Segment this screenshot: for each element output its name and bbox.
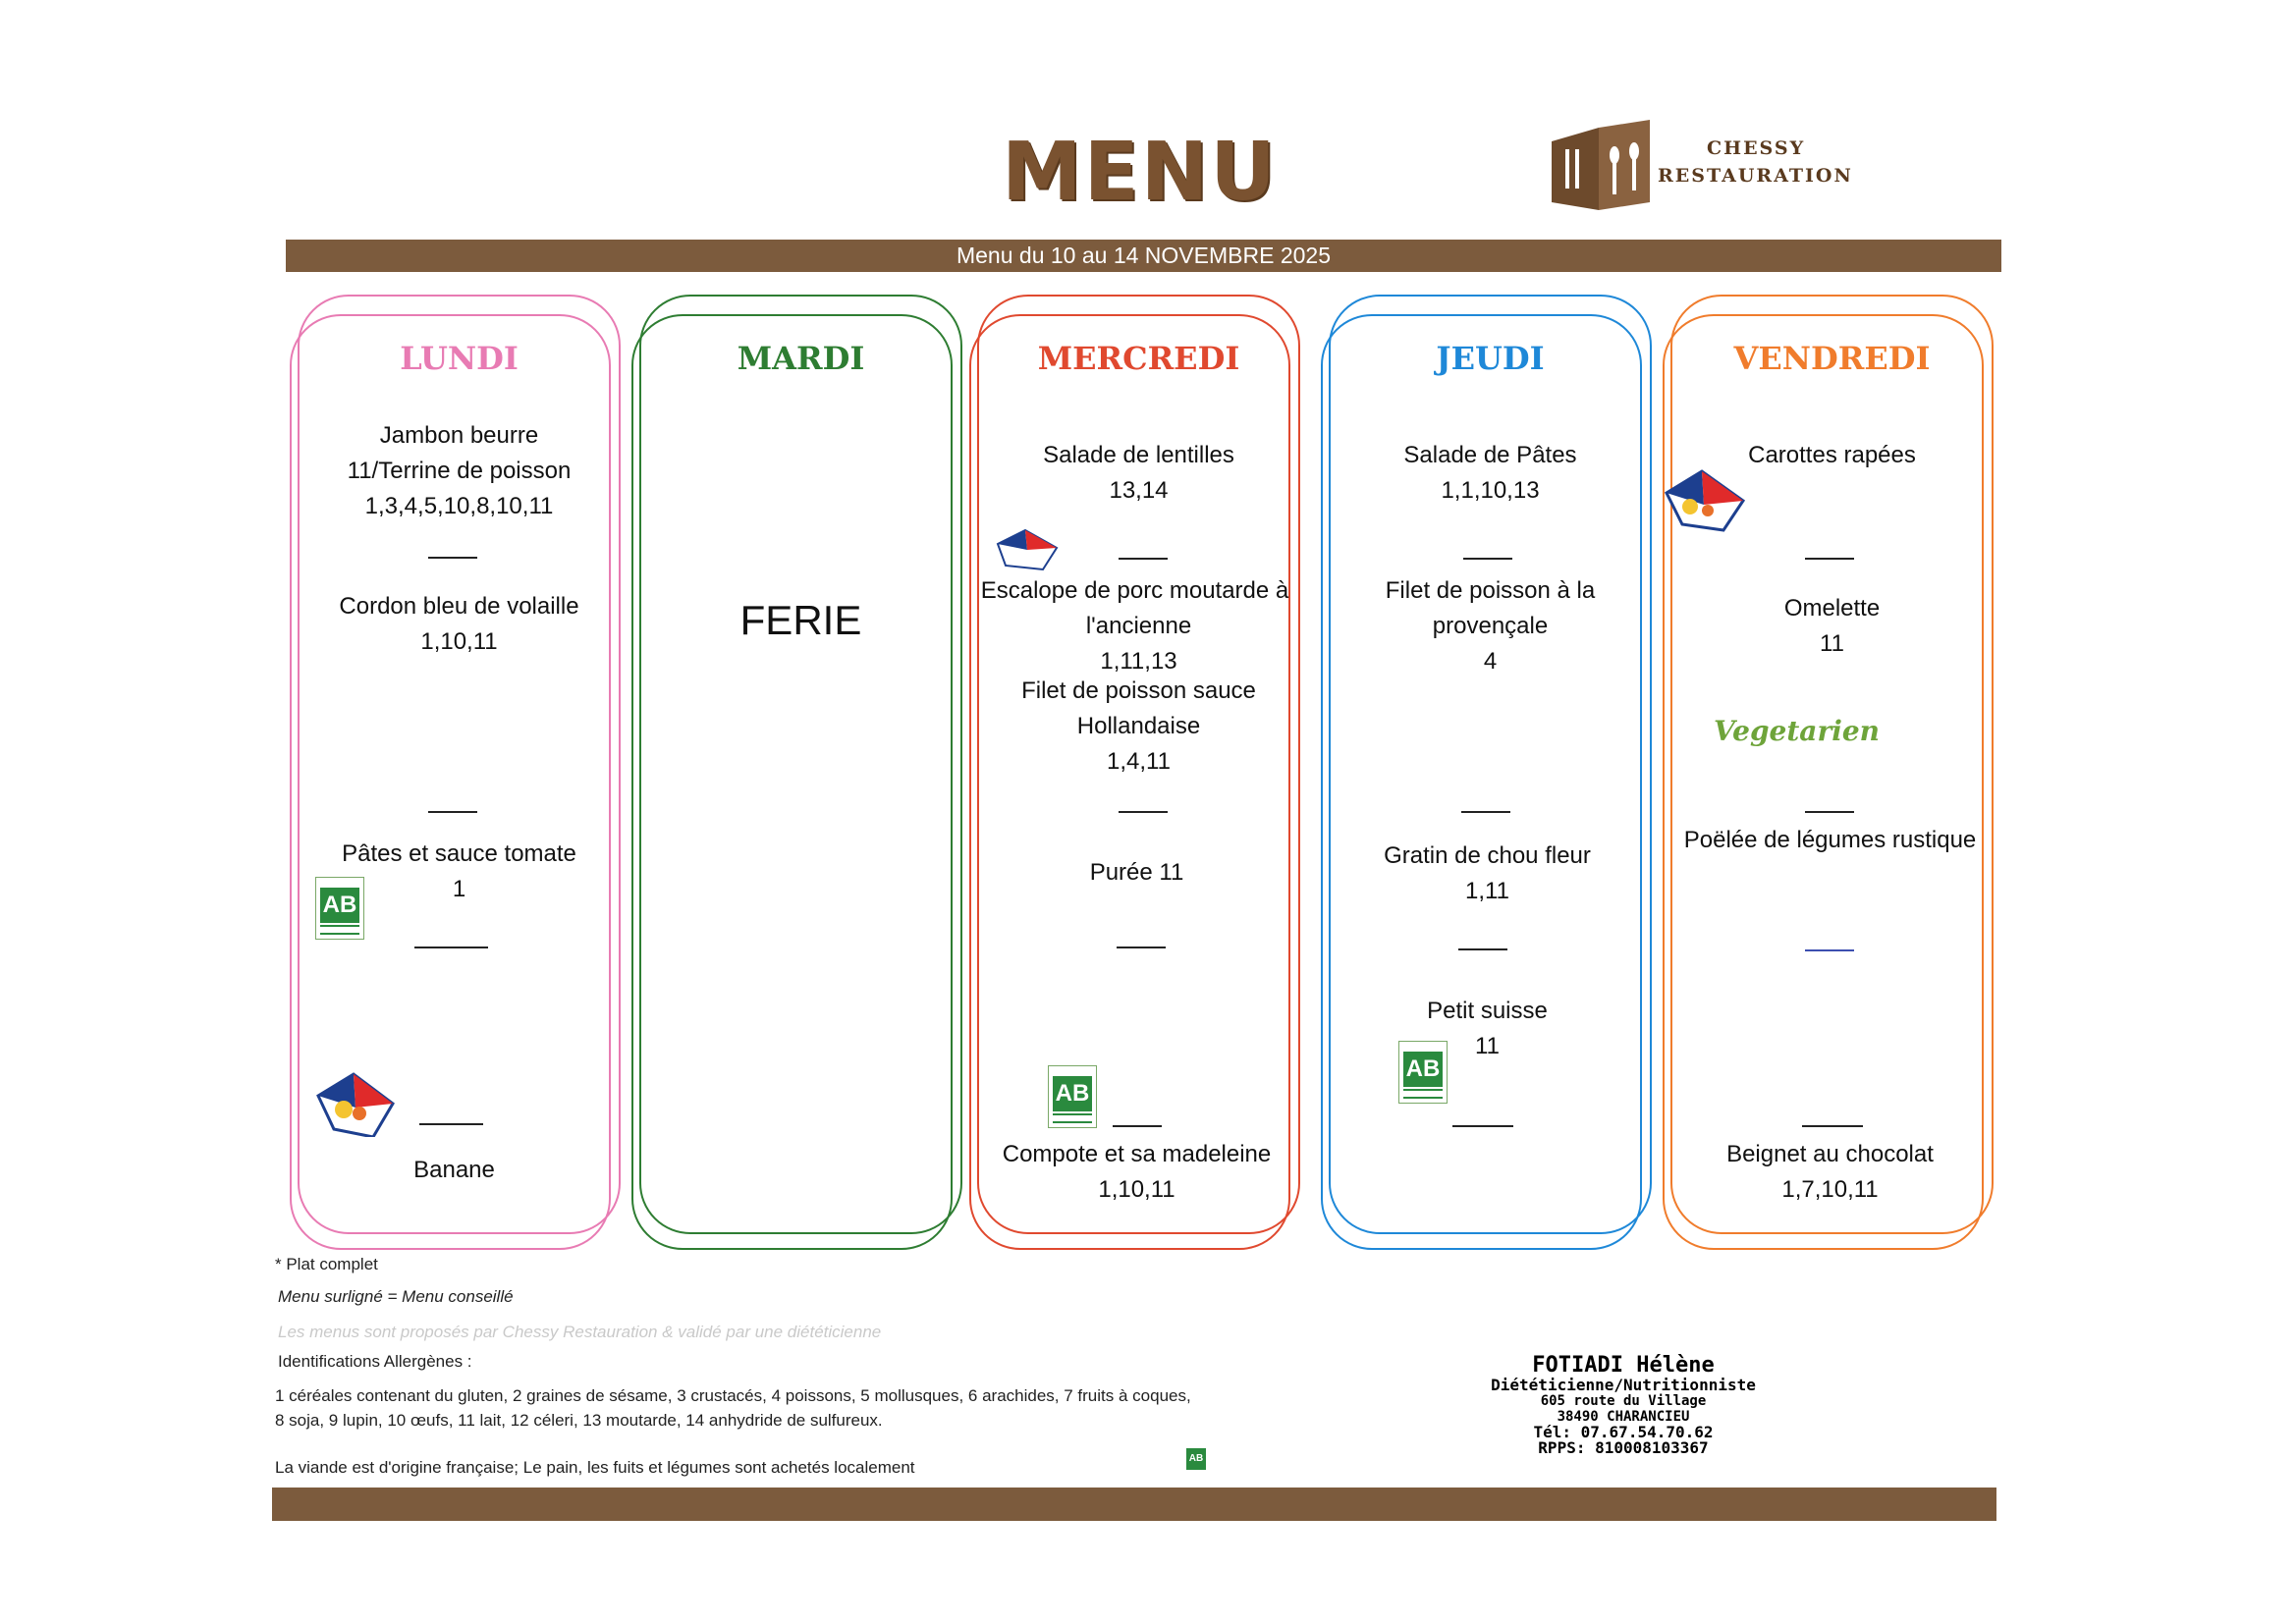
dietitian-address: 605 route du Village: [1540, 1393, 1707, 1409]
viandes-de-france-logo: [996, 526, 1061, 571]
page-title: MENU: [1002, 126, 1278, 219]
allergens: 1,10,11: [420, 628, 498, 655]
logo-text-chessy: CHESSY: [1707, 137, 1806, 159]
week-band: Menu du 10 au 14 NOVEMBRE 2025: [286, 240, 2001, 272]
ab-bio-logo: AB: [1398, 1041, 1448, 1104]
menu-item: Salade de Pâtes: [1403, 442, 1577, 468]
allergens-title: Identifications Allergènes :: [278, 1352, 472, 1371]
separator: [1113, 1125, 1162, 1127]
separator: [1119, 811, 1168, 813]
column-mercredi: [977, 295, 1300, 1234]
menu-item: Beignet au chocolat: [1726, 1141, 1934, 1167]
day-mardi: MARDI: [737, 340, 865, 377]
allergens: 1,3,4,5,10,8,10,11: [364, 493, 554, 519]
dietitian-stamp: [1461, 1353, 1785, 1456]
menu-item: provençale: [1432, 613, 1549, 639]
menu-item: Salade de lentilles: [1043, 442, 1234, 468]
allergens: 1,10,11: [1098, 1176, 1175, 1203]
day-jeudi: JEUDI: [1436, 340, 1545, 377]
dietitian-role: Diététicienne/Nutritionniste: [1491, 1376, 1756, 1394]
separator: [1805, 949, 1854, 951]
menu-item: Escalope de porc moutarde à: [980, 577, 1289, 604]
separator: [414, 947, 488, 948]
fruits-legumes-de-france-logo: [314, 1068, 403, 1137]
menu-item: Hollandaise: [1076, 713, 1201, 739]
separator: [1802, 1125, 1863, 1127]
menu-item: Jambon beurre: [379, 422, 539, 449]
separator: [1452, 1125, 1513, 1127]
separator: [1461, 811, 1510, 813]
separator: [1117, 947, 1166, 948]
ferie-label: FERIE: [739, 597, 862, 643]
allergens: 1,1,10,13: [1441, 477, 1540, 504]
ab-bio-logo: AB: [315, 877, 364, 940]
allergens: 13,14: [1109, 477, 1169, 504]
day-lundi: LUNDI: [400, 340, 519, 377]
column-mardi: [639, 295, 962, 1234]
allergens-list: 8 soja, 9 lupin, 10 œufs, 11 lait, 12 céleri, 13 moutarde, 14 anhydride de sulfureux.: [275, 1411, 883, 1430]
menu-item: Petit suisse: [1427, 998, 1548, 1024]
separator: [1463, 558, 1512, 560]
menu-item: Compote et sa madeleine: [1002, 1141, 1272, 1167]
allergens: 1,7,10,11: [1781, 1176, 1879, 1203]
menu-item: Omelette: [1783, 595, 1881, 622]
allergens: 1,11: [1465, 878, 1509, 904]
menu-item: Banane: [413, 1157, 495, 1183]
dietitian-city: 38490 CHARANCIEU: [1557, 1409, 1690, 1425]
plat-complet-note: * Plat complet: [275, 1255, 378, 1273]
separator: [428, 811, 477, 813]
allergens: 1,11,13: [1100, 648, 1177, 675]
menu-item: Pâtes et sauce tomate: [342, 840, 576, 867]
separator: [419, 1123, 483, 1125]
footer-band: [272, 1488, 1996, 1521]
dietitian-name: FOTIADI Hélène: [1532, 1353, 1715, 1378]
menu-surligne-note: Menu surligné = Menu conseillé: [278, 1287, 514, 1306]
menu-item: Cordon bleu de volaille: [339, 593, 579, 620]
menu-item: Poëlée de légumes rustique: [1683, 827, 1977, 853]
allergens: 4: [1483, 648, 1498, 675]
separator: [428, 557, 477, 559]
day-mercredi: MERCREDI: [1037, 340, 1240, 377]
allergens-list: 1 céréales contenant du gluten, 2 graines de sésame, 3 crustacés, 4 poissons, 5 mollusques, 6 arachides, 7 fruits à coques,: [275, 1386, 1191, 1405]
allergens: 11: [1475, 1033, 1500, 1059]
dietitian-phone: Tél: 07.67.54.70.62: [1533, 1423, 1714, 1441]
validation-note: Les menus sont proposés par Chessy Restauration & validé par une diététicienne: [278, 1323, 882, 1341]
allergens: 1: [452, 876, 466, 902]
menu-item: Purée 11: [1089, 859, 1184, 886]
allergens: 11: [1820, 630, 1844, 657]
chessy-logo: [1552, 120, 1876, 213]
menu-item: 11/Terrine de poisson: [347, 458, 572, 484]
menu-item: l'ancienne: [1085, 613, 1192, 639]
allergens: 1,4,11: [1107, 748, 1171, 775]
menu-item: Filet de poisson à la: [1385, 577, 1596, 604]
origin-note: La viande est d'origine française; Le pain, les fuits et légumes sont achetés localement: [275, 1458, 915, 1477]
dietitian-rpps: RPPS: 810008103367: [1538, 1438, 1709, 1457]
day-vendredi: VENDREDI: [1733, 340, 1931, 377]
logo-text-restauration: RESTAURATION: [1658, 165, 1853, 187]
separator: [1458, 948, 1507, 950]
menu-item: Gratin de chou fleur: [1384, 842, 1591, 869]
separator: [1119, 558, 1168, 560]
ab-bio-logo: AB: [1048, 1065, 1097, 1128]
separator: [1805, 558, 1854, 560]
ab-bio-small-logo: AB: [1186, 1448, 1206, 1470]
separator: [1805, 811, 1854, 813]
column-jeudi: [1329, 295, 1652, 1234]
column-vendredi: [1670, 295, 1994, 1234]
menu-item: Carottes rapées: [1748, 442, 1916, 468]
restaurant-building-icon: [1552, 120, 1650, 210]
fruits-legumes-de-france-logo: [1663, 467, 1751, 532]
menu-item: Filet de poisson sauce: [1021, 677, 1256, 704]
vegetarien-label: Vegetarien: [1714, 715, 1880, 747]
